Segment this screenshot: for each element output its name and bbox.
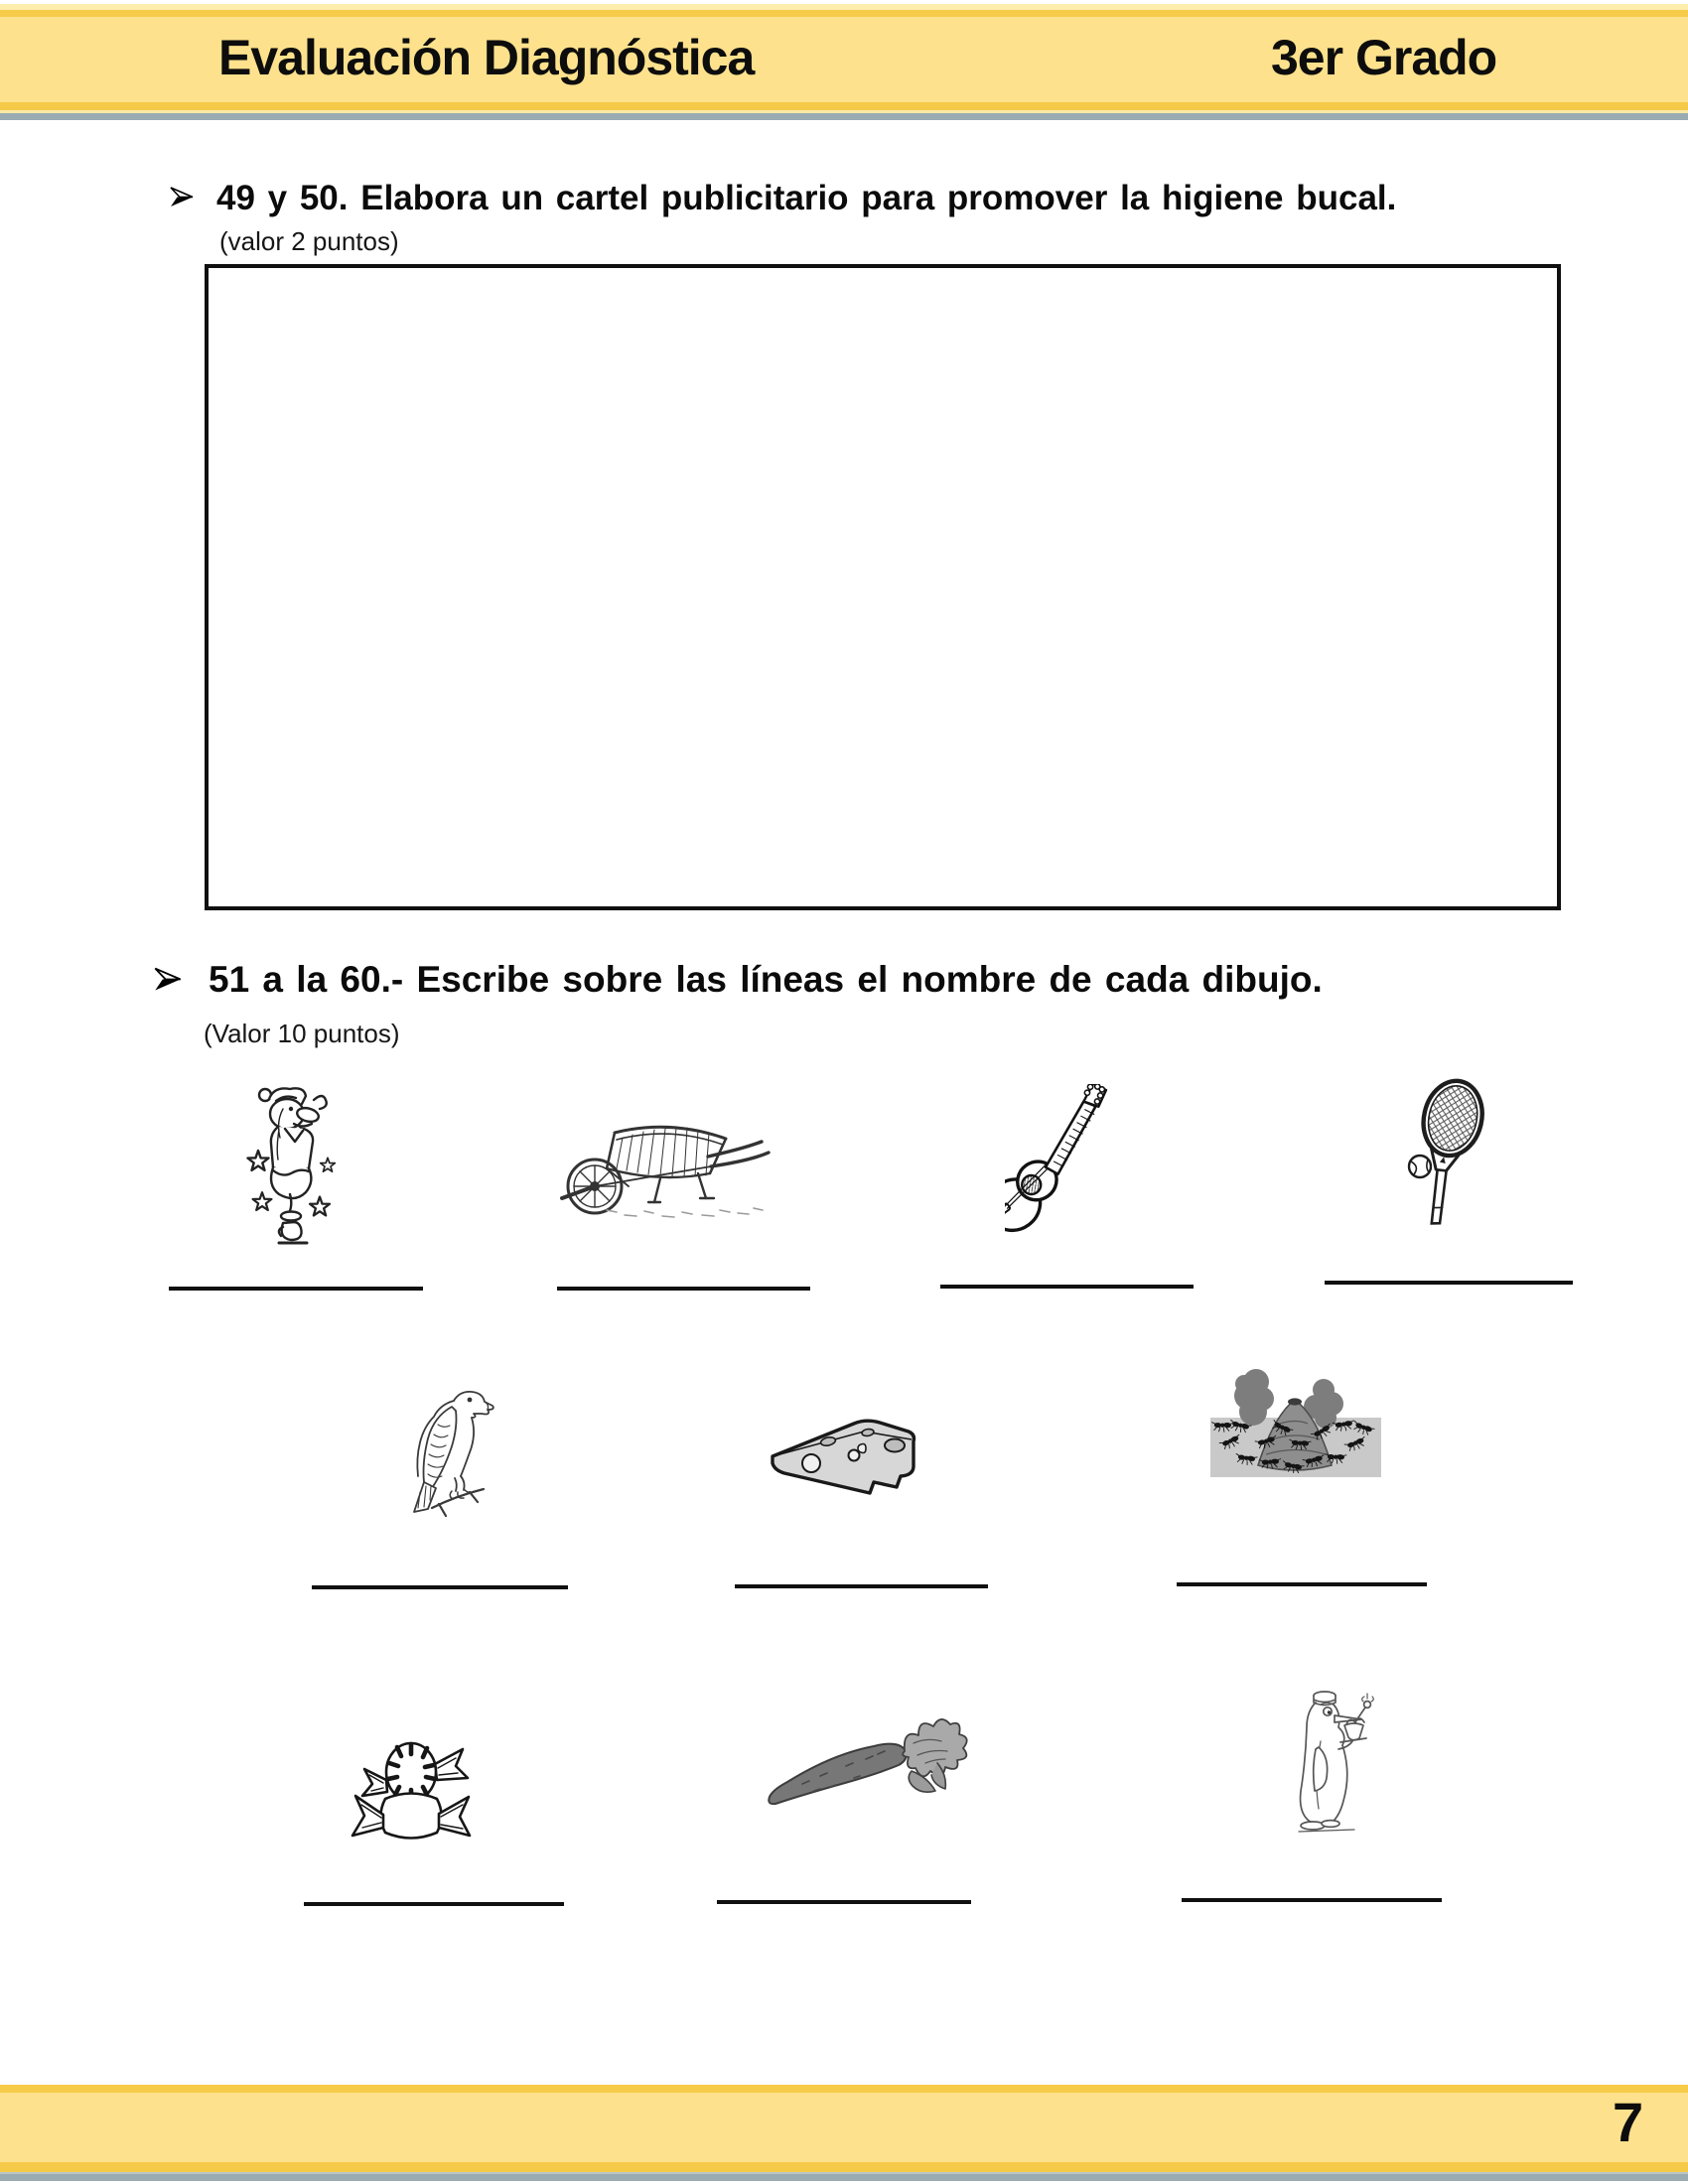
wheelbarrow-drawing: [549, 1117, 787, 1226]
grade-label: 3er Grado: [1271, 30, 1497, 85]
answer-line[interactable]: [169, 1287, 423, 1291]
tennis-racket-drawing: [1395, 1074, 1499, 1238]
clown-drawing: [238, 1082, 357, 1256]
answer-line[interactable]: [940, 1285, 1194, 1289]
answer-line[interactable]: [304, 1902, 564, 1906]
arrow-bullet-icon: [169, 186, 195, 213]
page-title: Evaluación Diagnóstica: [218, 30, 755, 85]
arrow-bullet-icon: [153, 966, 183, 998]
answer-line[interactable]: [312, 1585, 568, 1589]
penguin-drawing: [1269, 1686, 1378, 1840]
eagle-drawing: [382, 1385, 506, 1529]
answer-line[interactable]: [1177, 1582, 1427, 1586]
guitar-drawing: [1005, 1084, 1169, 1243]
question-49-50-text: 49 y 50. Elabora un cartel publicitario para promover la higiene bucal.: [216, 179, 1397, 217]
header-band: [0, 0, 1688, 120]
anthill-drawing: [1204, 1362, 1388, 1506]
footer-band: [0, 2085, 1688, 2184]
answer-line[interactable]: [1182, 1898, 1442, 1902]
cheese-drawing: [765, 1415, 923, 1514]
answer-line[interactable]: [717, 1900, 971, 1904]
question-51-60-text: 51 a la 60.- Escribe sobre las líneas el nombre de cada dibujo.: [209, 959, 1323, 1000]
carrot-drawing: [763, 1707, 971, 1822]
question-49-50-points: (valor 2 puntos): [219, 226, 399, 256]
answer-line[interactable]: [735, 1584, 988, 1588]
question-51-60-points: (Valor 10 puntos): [204, 1019, 400, 1048]
answer-line[interactable]: [1325, 1281, 1573, 1285]
poster-drawing-box[interactable]: [205, 264, 1561, 910]
page-number: 7: [1613, 2091, 1644, 2153]
answer-line[interactable]: [557, 1287, 810, 1291]
wrapped-candies-drawing: [338, 1735, 501, 1854]
